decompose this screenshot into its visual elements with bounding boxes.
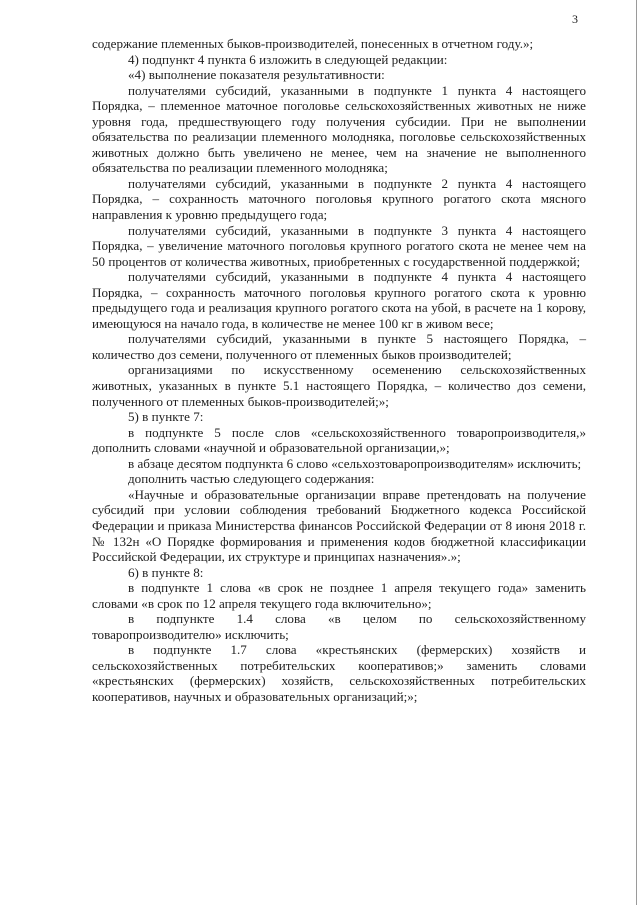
paragraph: 6) в пункте 8: [128, 564, 204, 580]
paragraph: получателями субсидий, указанными в подпункте 1 пункта 4 настоящего Порядка, – племенное маточное поголовье сельскохозяйственных животных не ниже уровня года, предшествующего году получения субсидии. При не выполнении обязательства по реализации племенного молодняка, поголовье сельскохозяйственных животных должно быть увеличено не менее, чем на значение не выполненного обязательства по реализации племенного молодняка; [92, 82, 586, 176]
paragraph: в подпункте 5 после слов «сельскохозяйственного товаропроизводителя,» дополнить словами «научной и образовательной организации,»; [92, 424, 586, 456]
paragraph: в абзаце десятом подпункта 6 слово «сельхозтоваропроизводителям» исключить; [128, 455, 582, 471]
paragraph: в подпункте 1.4 слова «в целом по сельскохозяйственному товаропроизводителю» исключить; [92, 611, 586, 642]
page-number: 3 [572, 12, 578, 26]
paragraph: 4) подпункт 4 пункта 6 изложить в следующей редакции: [128, 51, 448, 67]
paragraph: получателями субсидий, указанными в подпункте 3 пункта 4 настоящего Порядка, – увеличение маточного поголовья крупного рогатого скота не менее чем на 50 процентов от количества животных, приобретенных с государственной поддержкой; [92, 222, 586, 269]
paragraph: «4) выполнение показателя результативности: [128, 67, 385, 83]
paragraph: дополнить частью следующего содержания: [128, 471, 375, 487]
paragraph: получателями субсидий, указанными в подпункте 4 пункта 4 настоящего Порядка, – сохранность маточного поголовья крупного рогатого скота к уровню предыдущего года и реализация крупного рогатого скота на убой, в расчете на 1 корову, имеющуюся на начало года, в количестве не менее 100 кг в живом весе; [92, 269, 586, 331]
paragraph: в подпункте 1 слова «в срок не позднее 1 апреля текущего года» заменить словами «в срок по 12 апреля текущего года включительно»; [92, 580, 586, 611]
scan-edge-line [636, 0, 637, 905]
paragraph: организациями по искусственному осеменению сельскохозяйственных животных, указанных в пункте 5.1 настоящего Порядка, – количество доз семени, полученного от племенных быков-производителей;»; [92, 362, 586, 409]
document-body [92, 36, 586, 705]
paragraph: в подпункте 1.7 слова «крестьянских (фермерских) хозяйств и сельскохозяйственных потребительских кооперативов;» заменить словами «крестьянских (фермерских) хозяйств, сельскохозяйственных потребительских кооперативов, научных и образовательных организаций;»; [92, 642, 586, 704]
paragraph: получателями субсидий, указанными в пункте 5 настоящего Порядка, – количество доз семени, полученного от племенных быков производителей; [92, 331, 586, 362]
paragraph: содержание племенных быков-производителей, понесенных в отчетном году.»; [92, 36, 534, 51]
paragraph: 5) в пункте 7: [128, 409, 204, 425]
paragraph: «Научные и образовательные организации вправе претендовать на получение субсидий при условии соблюдения требований Бюджетного кодекса Российской Федерации и приказа Министерства финансов Российской Федерации от 8 июня 2018 г. № 132н «О Порядке формирования и применения кодов бюджетной классификации Российской Федерации, их структуре и принципах назначения».»; [92, 486, 586, 565]
paragraph: получателями субсидий, указанными в подпункте 2 пункта 4 настоящего Порядка, – сохранность маточного поголовья крупного рогатого скота мясного направления к уровню предыдущего года; [92, 175, 586, 223]
